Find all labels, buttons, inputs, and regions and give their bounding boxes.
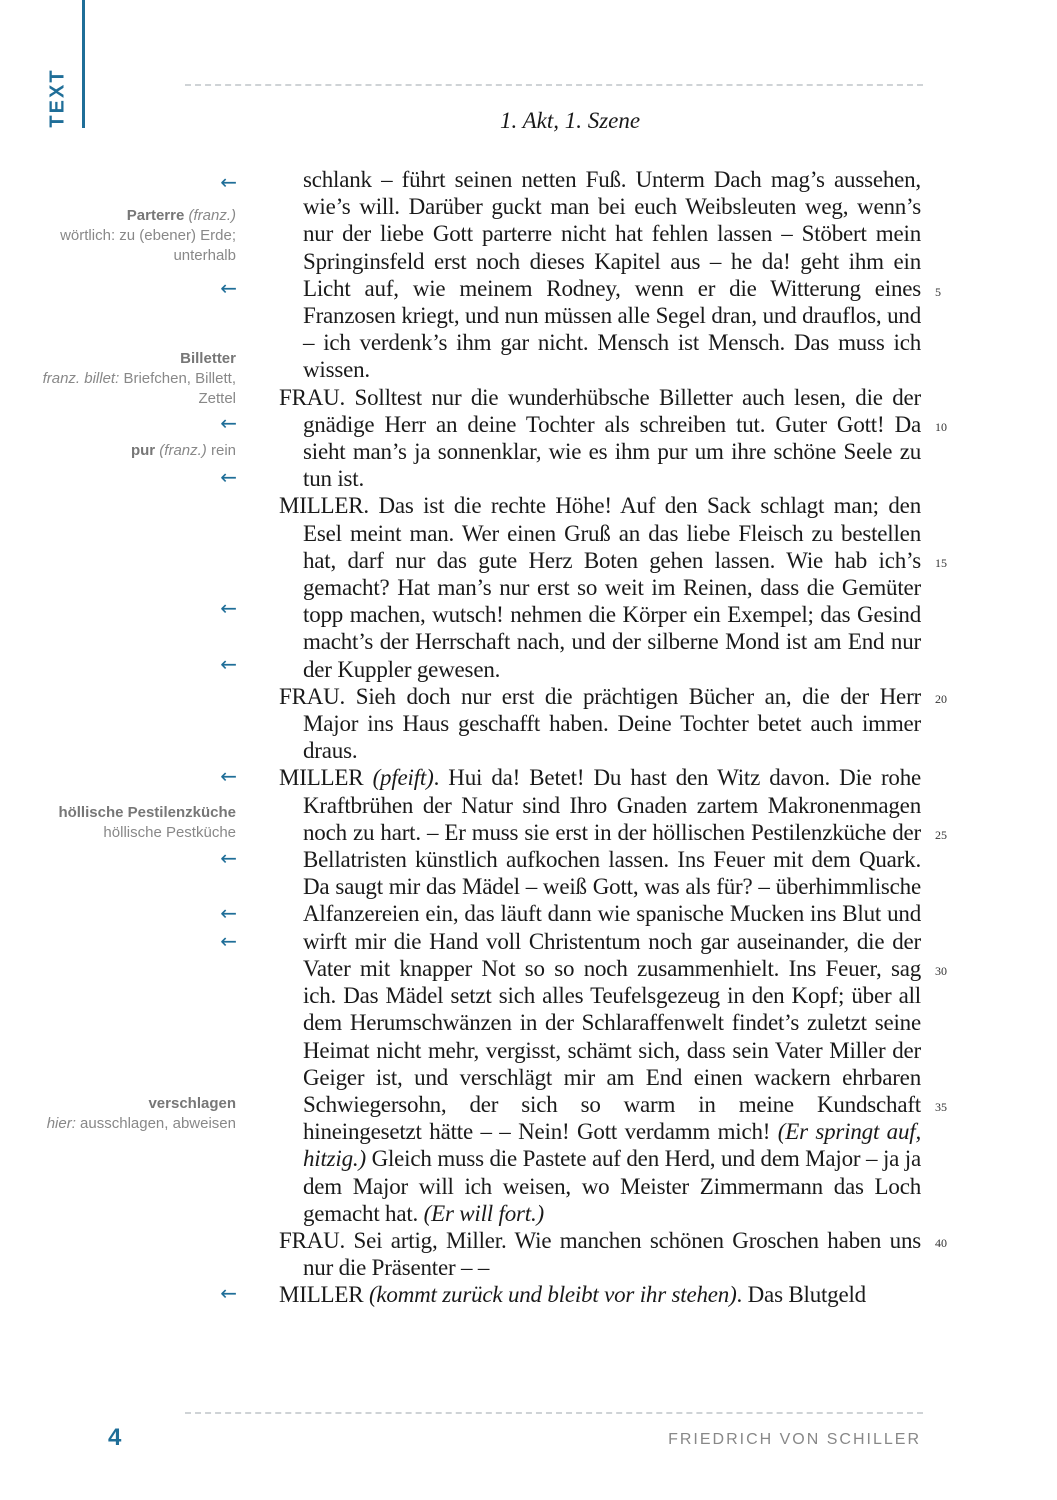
stage-direction: (Er springt auf, hitzig.) [303, 1119, 922, 1172]
sidebar-section-label: TEXT [46, 68, 69, 128]
dialogue-paragraph [279, 683, 921, 765]
footer-dashed-rule [185, 1412, 923, 1414]
running-footer-author: FRIEDRICH VON SCHILLER [668, 1431, 921, 1448]
dialogue-text: MILLER. Das ist die rechte Höhe! Auf den Sack schlagt man; den Esel meint man. Wer einen Gruß an das liebe Fleisch zu bestellen hat, darf nur das gute Herz Boten gehen lassen. Wie hab ich’s gemacht? Hat man’s nur erst so weit im Reinen, dass die Gemüter topp machen, wutsch! nehmen die Körper ein Exempel; das Gesind macht’s der Herrschaft nach, und der silberne Mond ist am End nur der Kuppler gewesen. [279, 493, 921, 682]
gloss-definition: Briefchen, Billett, Zettel [123, 370, 236, 407]
dialogue-paragraph [279, 384, 921, 493]
stage-direction: (pfeift) [372, 765, 434, 791]
gloss-arrow-icon: ← [220, 652, 237, 676]
dialogue-text: FRAU. Sei artig, Miller. Wie manchen schönen Groschen haben uns nur die Präsenter – – [279, 1227, 921, 1281]
gloss-arrow-icon: ← [220, 411, 237, 435]
dialogue-paragraph [279, 1281, 921, 1308]
scene-heading: 1. Akt, 1. Szene [500, 108, 641, 133]
gloss-origin: hier: [46, 1115, 76, 1132]
gloss-arrow-icon: ← [220, 596, 237, 620]
dialogue-text: . Das Blutgeld [736, 1282, 866, 1308]
line-number: 10 [935, 420, 947, 434]
stage-direction: (kommt zurück und bleibt vor ihr stehen) [368, 1282, 737, 1308]
gloss-origin: (franz.) [188, 207, 236, 224]
gloss-pestilenzkueche [36, 803, 236, 843]
dialogue-text: FRAU. Solltest nur die wunderhübsche Billetter auch lesen, die der gnädige Herr an deine Tochter als schreiben tut. Guter Gott! Da sieht man’s ja sonnenklar, wie es ihm pur um ihre schöne Seele zu tun ist. [279, 384, 921, 492]
gloss-arrow-icon: ← [220, 276, 237, 300]
dialogue-paragraph [279, 492, 921, 682]
dialogue-text: FRAU. Sieh doch nur erst die prächtigen Bücher an, die der Herr Major ins Haus geschafft haben. Deine Tochter betet auch immer draus. [279, 683, 921, 764]
line-number: 30 [935, 964, 947, 978]
gloss-term: Parterre [126, 207, 185, 224]
sidebar-accent-rule [82, 0, 85, 128]
line-number: 15 [935, 556, 947, 570]
dialogue-text: MILLER [279, 1282, 369, 1308]
line-number: 20 [935, 692, 947, 706]
gloss-arrow-icon: ← [220, 929, 237, 953]
gloss-term: pur [130, 442, 156, 459]
gloss-term: Billetter [180, 350, 236, 367]
dialogue-text: . Hui da! Betet! Du hast den Witz davon. Die rohe Kraftbrühen der Natur sind Ihro Gnaden zartem Makronenmagen noch zu hart. – Er muss sie erst in der höllischen Pestilenzküche der Bellatristen künstlich aufkochen lassen. Ins Feuer mit dem Quark. Da saugt mir das Mädel – weiß Gott, was als für? – überhimmlische Alfanzereien ein, das läuft dann wie spanische Mucken ins Blut und wirft mir die Hand voll Christentum noch gar auseinander, die der Vater mit knapper Not so so noch zusammenhielt. Ins Feuer, sag ich. Das Mädel setzt sich alles Teufelsgezeug in den Kopf; über all dem Herumschwänzen in der Schlaraffenwelt findet’s zuletzt seine Heimat nicht mehr, vergisst, schämt sich, dass sein Vater Miller der Geiger ist, und verschlägt mir am End einen wackern ehrbaren Schwiegersohn, der sich so warm in meine Kundschaft hineingesetzt hätte – – Nein! Gott verdamm mich! [303, 765, 922, 1145]
line-number: 25 [935, 828, 947, 842]
gloss-definition: wörtlich: zu (ebener) Erde; unterhalb [60, 227, 236, 264]
gloss-arrow-icon: ← [220, 170, 237, 194]
gloss-parterre [36, 206, 236, 266]
dialogue-paragraph [279, 166, 921, 384]
page-number: 4 [108, 1424, 122, 1451]
gloss-arrow-icon: ← [220, 764, 237, 788]
play-text-body [279, 166, 921, 1309]
gloss-pur [36, 441, 236, 461]
gloss-origin: franz. billet: [42, 370, 120, 387]
gloss-term: höllische Pestilenzküche [58, 804, 236, 821]
gloss-verschlagen [36, 1094, 236, 1134]
line-number: 35 [935, 1100, 947, 1114]
line-number: 40 [935, 1236, 947, 1250]
dialogue-text: Gleich muss die Pastete auf den Herd, und dem Major – ja ja dem Major will ich weisen, wo Meister Zimmermann das Loch gemacht hat. [303, 1146, 921, 1226]
gloss-billetter [36, 349, 236, 409]
gloss-arrow-icon: ← [220, 901, 237, 925]
gloss-term: verschlagen [148, 1095, 236, 1112]
header-dashed-rule [185, 84, 923, 86]
gloss-arrow-icon: ← [220, 846, 237, 870]
gloss-definition: höllische Pestküche [103, 824, 236, 841]
dialogue-text: schlank – führt seinen netten Fuß. Unterm Dach mag’s aussehen, wie’s will. Darüber guckt man bei euch Weibsleuten weg, wenn’s nur der liebe Gott parterre nicht hat fehlen lassen – Stöbert mein Springinsfeld erst noch dieses Kapitel aus – he da! geht ihm ein Licht auf, wie meinem Rodney, wenn er die Witterung eines Franzosen kriegt, und nun müssen alle Segel dran, und drauflos, und – ich verdenk’s ihm gar nicht. Mensch ist Mensch. Das muss ich wissen. [303, 167, 921, 383]
dialogue-text: MILLER [279, 765, 373, 791]
line-number: 5 [935, 285, 941, 299]
stage-direction: (Er will fort.) [423, 1200, 544, 1226]
gloss-definition: rein [210, 442, 236, 459]
gloss-arrow-icon: ← [220, 465, 237, 489]
dialogue-paragraph [279, 1227, 921, 1281]
dialogue-paragraph [279, 764, 921, 1226]
gloss-origin: (franz.) [159, 442, 207, 459]
gloss-arrow-icon: ← [220, 1281, 237, 1305]
gloss-definition: ausschlagen, abweisen [80, 1115, 236, 1132]
